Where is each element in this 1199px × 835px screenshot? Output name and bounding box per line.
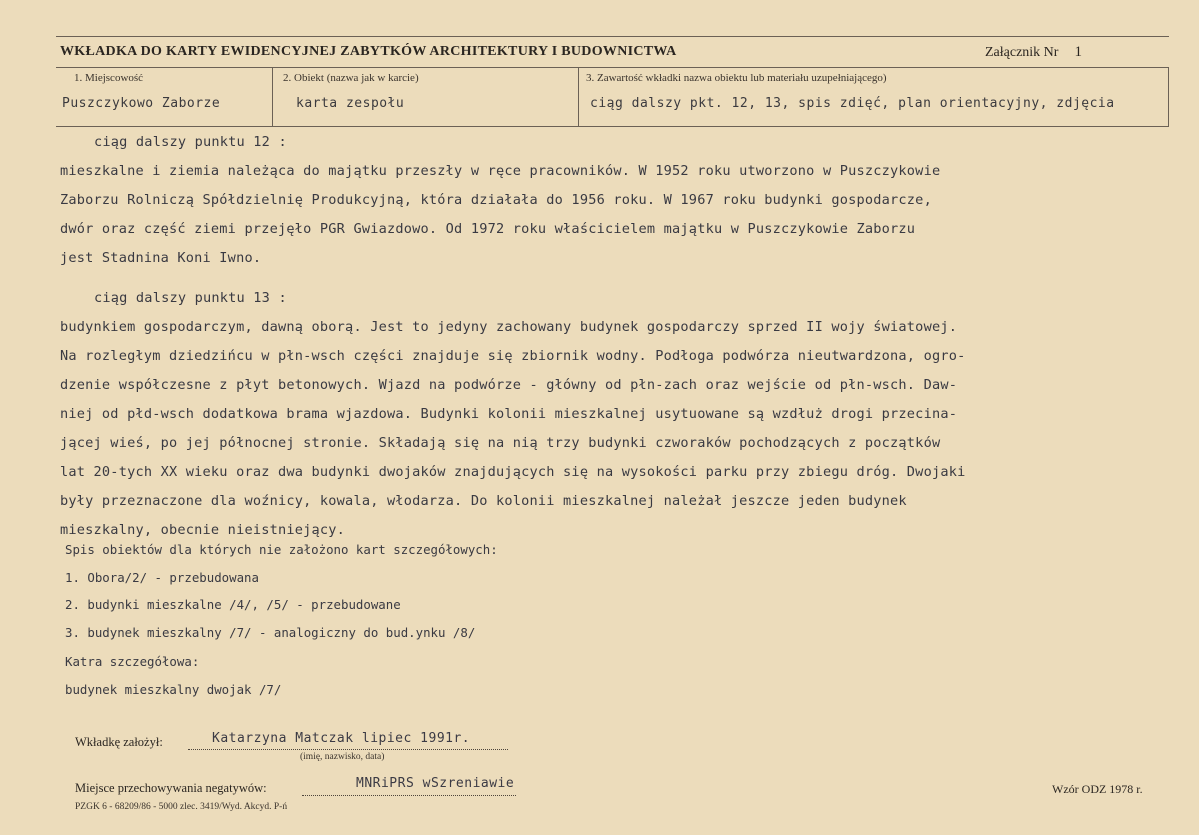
objects-list-item: 3. budynek mieszkalny /7/ - analogiczny do bud.ynku /8/ (65, 624, 476, 640)
section-13-line: lat 20-tych XX wieku oraz dwa budynki dwojaków znajdujących się na wysokości parku przy zbiegu dróg. Dwojaki (60, 464, 966, 480)
field-divider-1 (272, 67, 273, 127)
section-12-line: jest Stadnina Koni Iwno. (60, 250, 262, 266)
section-13-line: niej od płd-wsch dodatkowa brama wjazdowa. Budynki kolonii mieszkalnej usytuowane są wzdłuż drogi przecina- (60, 406, 958, 422)
form-title: WKŁADKA DO KARTY EWIDENCYJNEJ ZABYTKÓW ARCHITEKTURY I BUDOWNICTWA (60, 44, 677, 59)
field-divider-2 (578, 67, 579, 127)
annex-number (985, 44, 1082, 61)
objects-list (65, 536, 498, 646)
section-13-line: dzenie współczesne z płyt betonowych. Wjazd na podwórze - główny od płn-zach oraz wejście od płn-wsch. Daw- (60, 377, 958, 393)
section-12-line: dwór oraz część ziemi przejęło PGR Gwiazdowo. Od 1972 roku właścicielem majątku w Puszczykowie Zaborzu (60, 221, 916, 237)
template-info: Wzór ODZ 1978 r. (1052, 782, 1143, 796)
field-divider-3 (1168, 67, 1169, 127)
content-label: 3. Zawartość wkładki nazwa obiektu lub materiału uzupełniającego) (586, 72, 887, 84)
section-13-line: mieszkalny, obecnie nieistniejący. (60, 522, 346, 538)
annex-value: 1 (1074, 44, 1082, 60)
section-13-line: Na rozległym dziedzińcu w płn-wsch części znajduje się zbiornik wodny. Podłoga podwórza nieutwardzona, ogro- (60, 348, 966, 364)
section-13-line: budynkiem gospodarczym, dawną oborą. Jest to jedyny zachowany budynek gospodarczy sprzed II wojy światowej. (60, 319, 958, 335)
locality-label: 1. Miejscowość (74, 72, 144, 84)
locality-value: Puszczykowo Zaborze (62, 96, 221, 111)
objects-list-item: 2. budynki mieszkalne /4/, /5/ - przebudowane (65, 597, 401, 612)
section-13-line: były przeznaczone dla woźnicy, kowala, włodarza. Do kolonii mieszkalnej należał jeszcze jeden budynek (60, 493, 907, 509)
author-hint: (imię, nazwisko, data) (300, 752, 385, 762)
storage-value: MNRiPRS wSzreniawie (356, 776, 515, 791)
content-value: ciąg dalszy pkt. 12, 13, spis zdięć, plan orientacyjny, zdjęcia (590, 96, 1115, 111)
object-value: karta zespołu (296, 96, 405, 111)
detail-card-item: budynek mieszkalny dwojak /7/ (65, 681, 282, 697)
storage-label: Miejsce przechowywania negatywów: (75, 781, 267, 795)
section-13-heading: ciąg dalszy punktu 13 : (94, 290, 287, 306)
section-12-heading: ciąg dalszy punktu 12 : (94, 134, 287, 150)
objects-list-item: 1. Obora/2/ - przebudowana (65, 569, 259, 585)
section-13-line: jącej wieś, po jej północnej stronie. Składają się na nią trzy budynki czworaków pochodzących z początków (60, 435, 941, 451)
section-12 (60, 128, 940, 273)
annex-label: Załącznik Nr (985, 45, 1059, 60)
print-info: PZGK 6 - 68209/86 - 5000 zlec. 3419/Wyd. Akcyd. P-ń (75, 802, 288, 812)
detail-card-heading: Katra szczegółowa: (65, 654, 200, 669)
header-divider (56, 67, 1169, 68)
fields-bottom-line (56, 126, 1169, 127)
section-12-line: Zaborzu Rolniczą Spółdzielnię Produkcyjną, która działała do 1956 roku. W 1967 roku budynki gospodarcze, (60, 192, 932, 208)
object-label: 2. Obiekt (nazwa jak w karcie) (283, 72, 419, 84)
section-13 (60, 284, 966, 545)
storage-dotted-line (302, 794, 516, 796)
detail-card (65, 648, 281, 703)
section-12-line: mieszkalne i ziemia należąca do majątku przeszły w ręce pracowników. W 1952 roku utworzono w Puszczykowie (60, 163, 941, 179)
author-dotted-line (188, 748, 508, 750)
objects-list-heading: Spis obiektów dla których nie założono kart szczegółowych: (65, 542, 498, 557)
author-value: Katarzyna Matczak lipiec 1991r. (212, 731, 471, 746)
author-label: Wkładkę założył: (75, 735, 163, 749)
